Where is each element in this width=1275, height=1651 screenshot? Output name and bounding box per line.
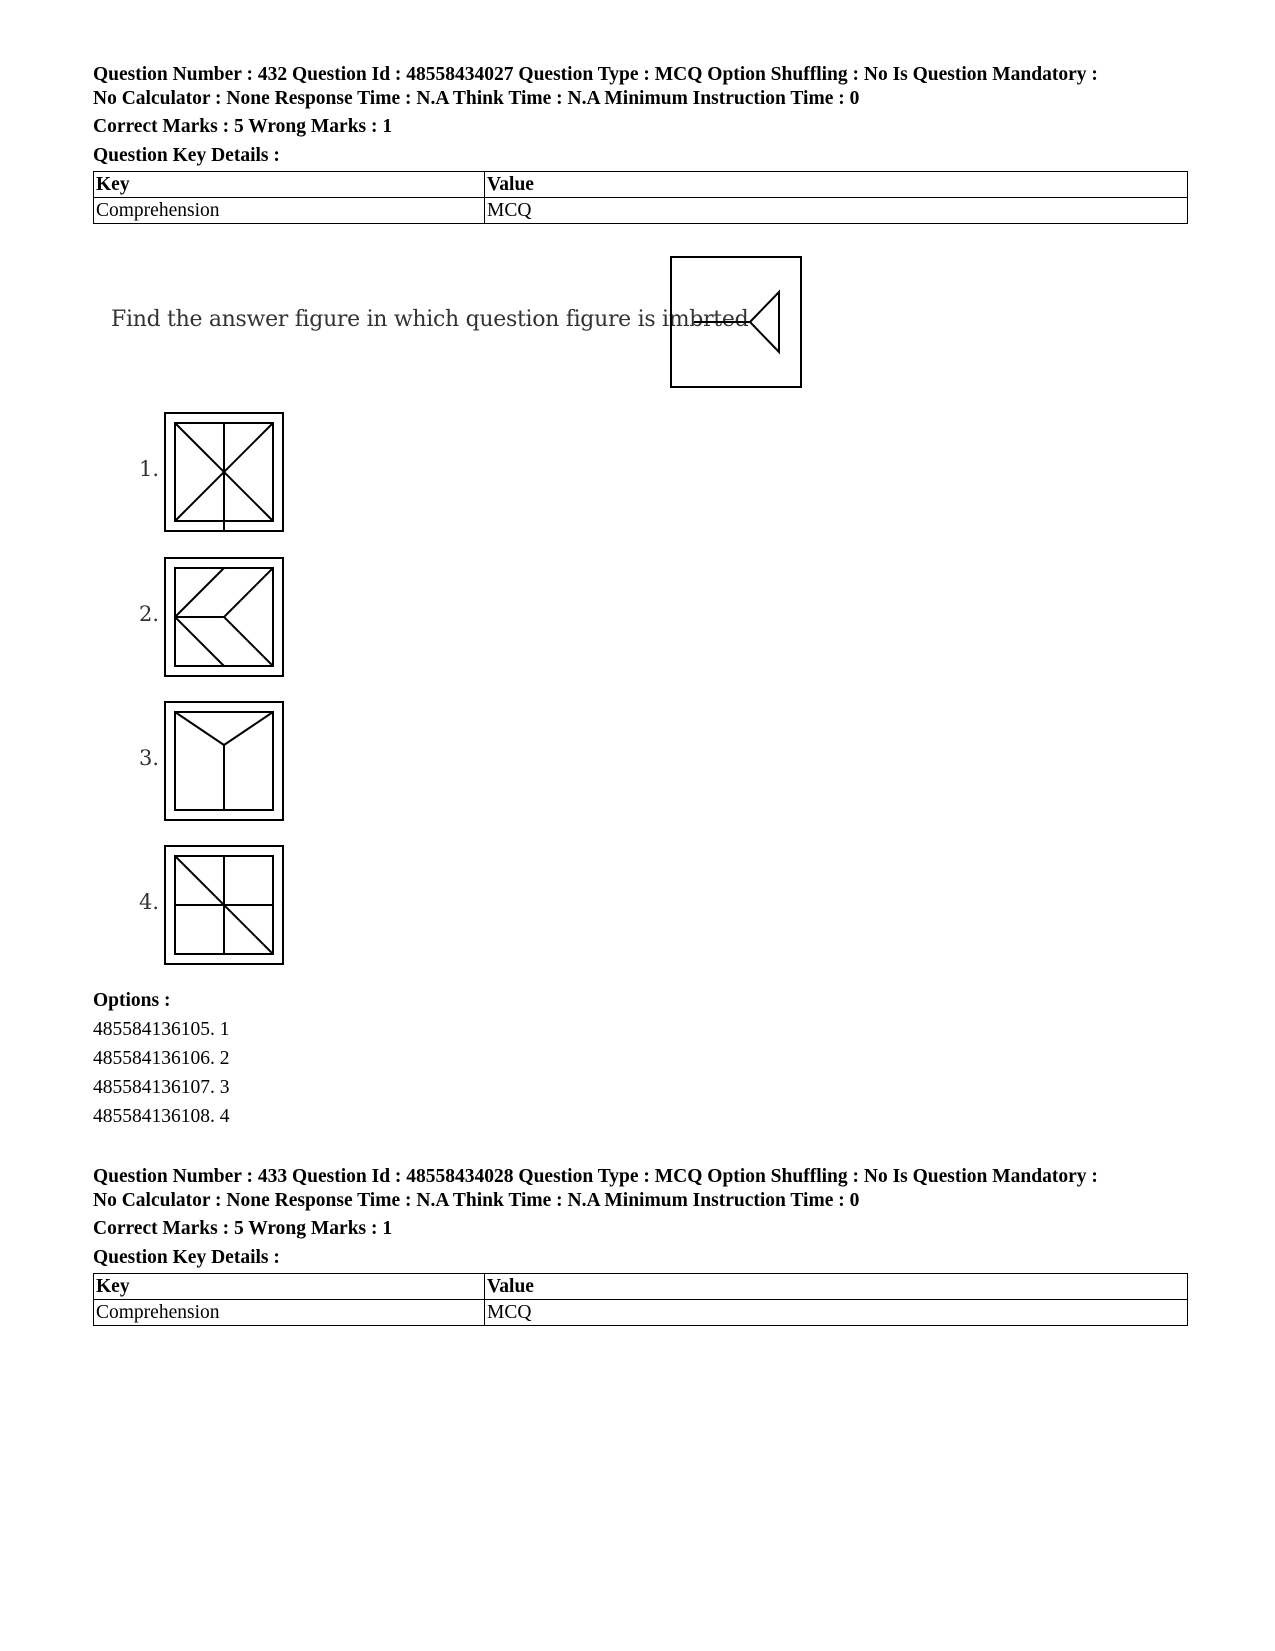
value-cell: MCQ [485,198,1188,224]
table-row [94,1300,1188,1326]
figure-label-2: 2. [139,602,160,626]
question-432-text: Find the answer figure in which question figure is imbrted [111,307,749,332]
answer-figure-4-drawing [164,845,284,965]
question-433-header [93,1165,1188,1326]
question-433-key-details-label: Question Key Details : [93,1247,280,1268]
figure-label-3: 3. [139,746,160,770]
value-cell: MCQ [485,1300,1188,1326]
table-row [94,198,1188,224]
question-432-meta-line1: Question Number : 432 Question Id : 48558434027 Question Type : MCQ Option Shuffling : No Is Question Mandatory : [93,64,1098,85]
question-432-marks: Correct Marks : 5 Wrong Marks : 1 [93,116,393,137]
question-432-meta-line2: No Calculator : None Response Time : N.A Think Time : N.A Minimum Instruction Time : 0 [93,88,860,109]
question-432-options [93,987,230,1131]
question-432-key-details-label: Question Key Details : [93,145,280,166]
options-label: Options : [93,990,171,1011]
figure-label-4: 4. [139,890,160,914]
key-header-cell: Key [94,1274,485,1300]
answer-figure-2-drawing [164,557,284,677]
key-cell: Comprehension [94,1300,485,1326]
question-figure [670,256,802,393]
option-item-2: 485584136106. 2 [93,1048,230,1069]
question-433-key-table [93,1273,1188,1326]
table-header-row [94,172,1188,198]
option-item-1: 485584136105. 1 [93,1019,230,1040]
value-header-cell: Value [485,172,1188,198]
question-figure-drawing [670,256,802,388]
option-item-3: 485584136107. 3 [93,1077,230,1098]
key-header-cell: Key [94,172,485,198]
answer-figure-3-drawing [164,701,284,821]
question-433-meta-line2: No Calculator : None Response Time : N.A Think Time : N.A Minimum Instruction Time : 0 [93,1190,860,1211]
question-433-marks: Correct Marks : 5 Wrong Marks : 1 [93,1218,393,1239]
value-header-cell: Value [485,1274,1188,1300]
table-header-row [94,1274,1188,1300]
figure-label-1: 1. [139,457,160,481]
question-433-meta-line1: Question Number : 433 Question Id : 48558434028 Question Type : MCQ Option Shuffling : No Is Question Mandatory : [93,1166,1098,1187]
question-432-header [93,63,1188,224]
option-item-4: 485584136108. 4 [93,1106,230,1127]
question-432-key-table [93,171,1188,224]
answer-figure-1-drawing [164,412,284,532]
key-cell: Comprehension [94,198,485,224]
